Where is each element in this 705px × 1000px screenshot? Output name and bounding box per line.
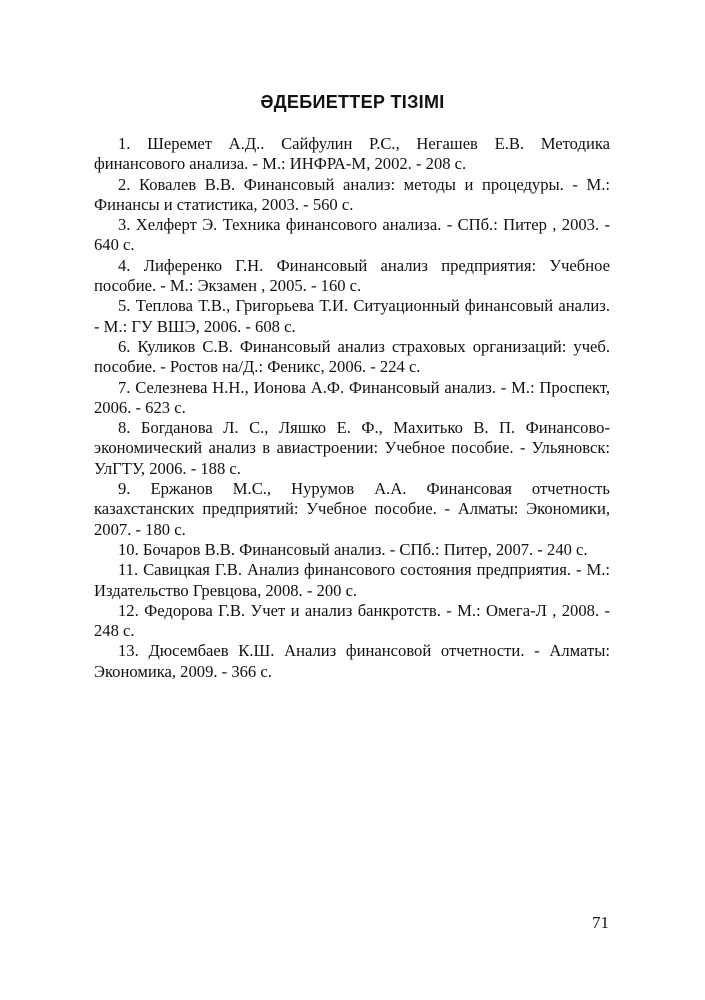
reference-item: 13. Дюсембаев К.Ш. Анализ финансовой отчетности. - Алматы: Экономика, 2009. - 366 с. — [94, 641, 610, 681]
page-number: 71 — [592, 913, 609, 932]
reference-item: 5. Теплова Т.В., Григорьева Т.И. Ситуационный финансовый анализ. - М.: ГУ ВШЭ, 2006. - 608 с. — [94, 296, 610, 336]
reference-item: 11. Савицкая Г.В. Анализ финансового состояния предприятия. - М.: Издательство Гревцова, 2008. - 200 с. — [94, 560, 610, 600]
reference-item: 8. Богданова Л. С., Ляшко Е. Ф., Махитько В. П. Финансово-экономический анализ в авиастроении: Учебное пособие. - Ульяновск: УлГТУ, 2006. - 188 с. — [94, 418, 610, 478]
reference-item: 3. Хелферт Э. Техника финансового анализа. - СПб.: Питер , 2003. - 640 с. — [94, 215, 610, 255]
reference-item: 10. Бочаров В.В. Финансовый анализ. - СПб.: Питер, 2007. - 240 с. — [118, 539, 588, 559]
reference-item: 9. Ержанов М.С., Нурумов А.А. Финансовая отчетность казахстанских предприятий: Учебное пособие. - Алматы: Экономики, 2007. - 180 с. — [94, 479, 610, 539]
reference-item: 7. Селезнева Н.Н., Ионова А.Ф. Финансовый анализ. - М.: Проспект, 2006. - 623 с. — [94, 377, 610, 417]
page-title: ӘДЕБИЕТТЕР ТІЗІМІ — [260, 92, 445, 112]
reference-list — [94, 134, 610, 682]
reference-item: 4. Лиференко Г.Н. Финансовый анализ предприятия: Учебное пособие. - М.: Экзамен , 2005. - 160 с. — [94, 255, 610, 296]
reference-item: 2. Ковалев В.В. Финансовый анализ: методы и процедуры. - М.: Финансы и статистика, 2003. - 560 с. — [94, 174, 610, 214]
reference-item: 12. Федорова Г.В. Учет и анализ банкротств. - М.: Омега-Л , 2008. - 248 с. — [94, 600, 610, 641]
reference-item: 6. Куликов С.В. Финансовый анализ страховых организаций: учеб. пособие. - Ростов на/Д.: Феникс, 2006. - 224 с. — [94, 336, 610, 377]
reference-item: 1. Шеремет А.Д.. Сайфулин Р.С., Негашев Е.В. Методика финансового анализа. - М.: ИНФРА-М, 2002. - 208 с. — [94, 134, 610, 174]
